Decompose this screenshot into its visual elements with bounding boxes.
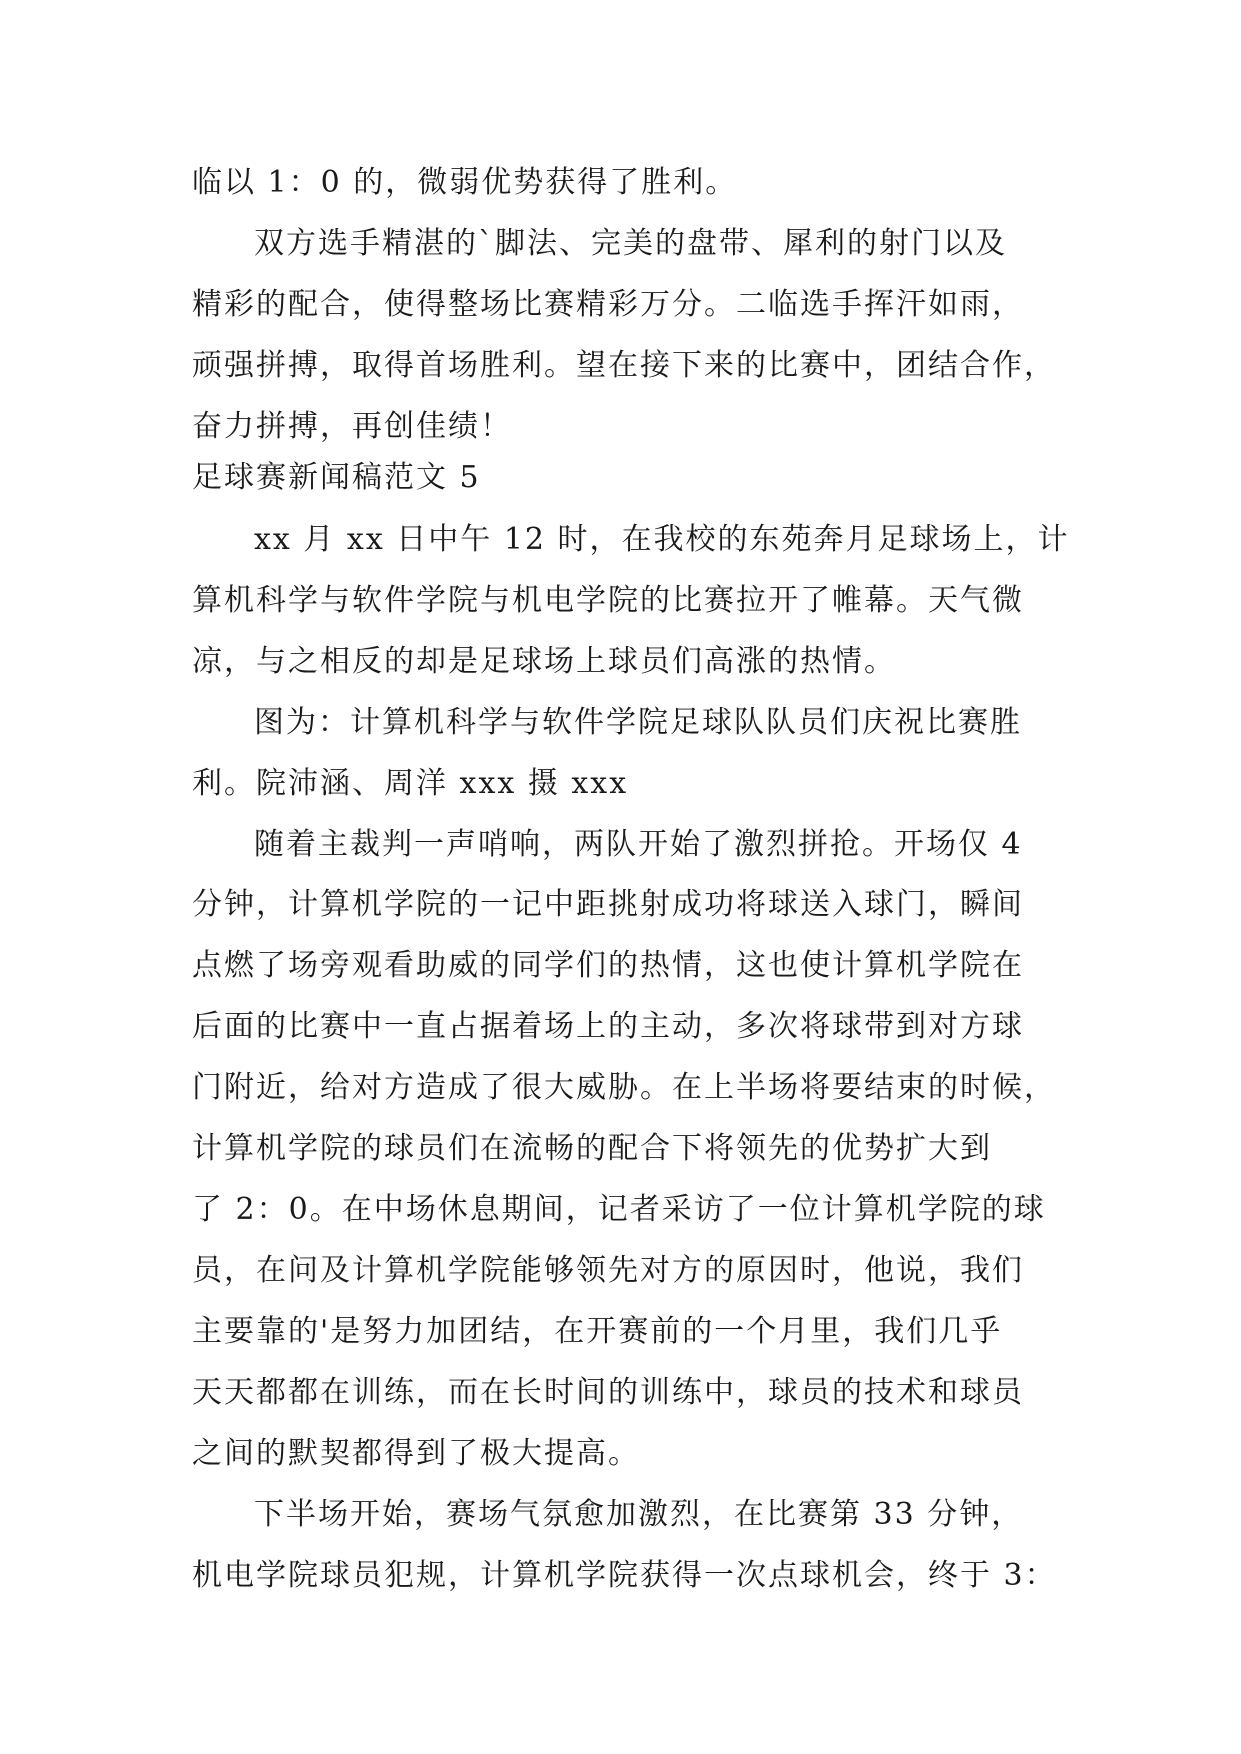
- text-line: 双方选手精湛的`脚法、完美的盘带、犀利的射门以及: [254, 226, 1007, 261]
- text-line: 了 2：0。在中场休息期间，记者采访了一位计算机学院的球: [192, 1192, 1046, 1227]
- text-line: 算机科学与软件学院与机电学院的比赛拉开了帷幕。天气微: [192, 583, 1024, 618]
- text-line: 计算机学院的球员们在流畅的配合下将领先的优势扩大到: [192, 1131, 992, 1166]
- text-line: 顽强拼搏，取得首场胜利。望在接下来的比赛中，团结合作，: [192, 348, 1056, 383]
- text-line: 机电学院球员犯规，计算机学院获得一次点球机会，终于 3：: [192, 1558, 1057, 1593]
- text-line: 之间的默契都得到了极大提高。: [192, 1436, 640, 1471]
- text-line: 凉，与之相反的却是足球场上球员们高涨的热情。: [192, 644, 896, 679]
- text-line: 天天都都在训练，而在长时间的训练中，球员的技术和球员: [192, 1375, 1024, 1410]
- text-line: 门附近，给对方造成了很大威胁。在上半场将要结束的时候，: [192, 1070, 1056, 1105]
- text-line: 后面的比赛中一直占据着场上的主动，多次将球带到对方球: [192, 1009, 1024, 1044]
- text-line: xx 月 xx 日中午 12 时，在我校的东苑奔月足球场上，计: [254, 522, 1070, 557]
- text-line: 主要靠的'是努力加团结，在开赛前的一个月里，我们几乎: [192, 1314, 1003, 1349]
- text-line: 图为：计算机科学与软件学院足球队队员们庆祝比赛胜: [254, 705, 1022, 740]
- text-line: 利。院沛涵、周洋 xxx 摄 xxx: [192, 766, 629, 801]
- text-line: 分钟，计算机学院的一记中距挑射成功将球送入球门，瞬间: [192, 887, 1024, 922]
- section-heading: 足球赛新闻稿范文 5: [192, 460, 481, 495]
- text-line: 随着主裁判一声哨响，两队开始了激烈拼抢。开场仅 4: [254, 827, 1023, 862]
- text-line: 临以 1：0 的，微弱优势获得了胜利。: [192, 165, 738, 200]
- text-line: 精彩的配合，使得整场比赛精彩万分。二临选手挥汗如雨，: [192, 287, 1024, 322]
- text-line: 下半场开始，赛场气氛愈加激烈，在比赛第 33 分钟，: [254, 1497, 1024, 1532]
- text-line: 奋力拼搏，再创佳绩！: [192, 409, 512, 444]
- text-line: 点燃了场旁观看助威的同学们的热情，这也使计算机学院在: [192, 948, 1024, 983]
- text-line: 员，在问及计算机学院能够领先对方的原因时，他说，我们: [192, 1253, 1024, 1288]
